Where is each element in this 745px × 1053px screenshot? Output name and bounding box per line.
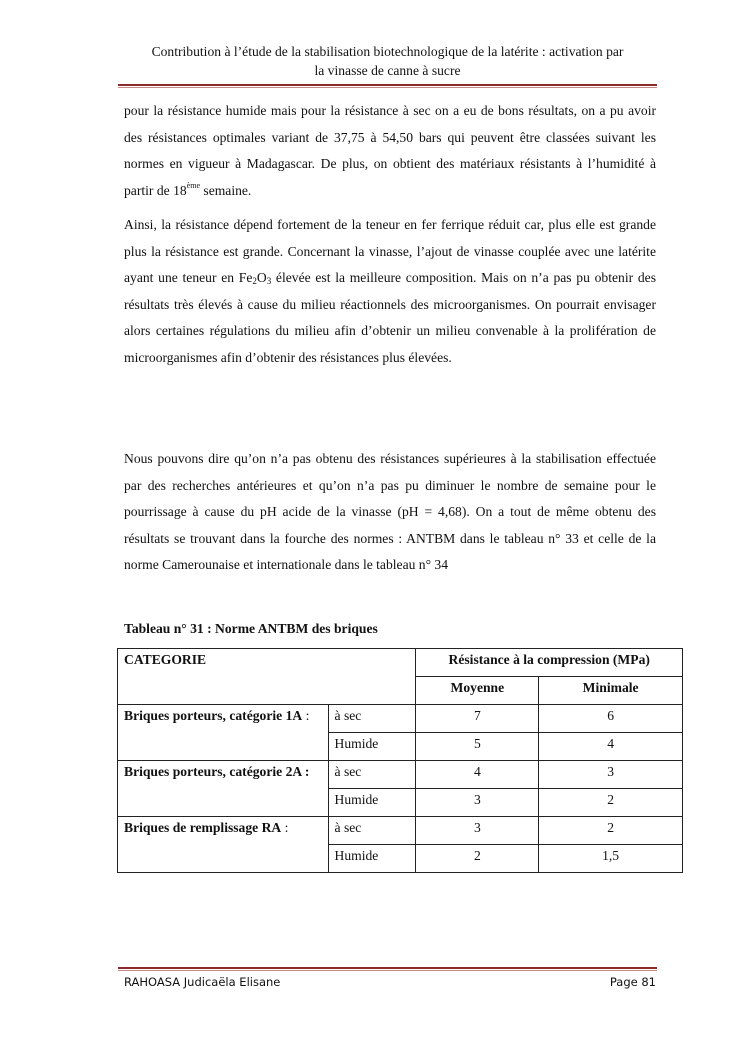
- table-row: [118, 761, 683, 789]
- value-moyenne: 7: [416, 705, 539, 733]
- paragraph-2-text: Ainsi, la résistance dépend fortement de la teneur en fer ferrique réduit car, plus elle est grande plus la résistance est grande. Concernant la vinasse, l’ajout de vinasse couplée avec une latérite ayant une teneur en Fe: [124, 217, 656, 285]
- header-rule: [118, 84, 657, 88]
- condition-dry: à sec: [328, 817, 416, 845]
- header-category: CATEGORIE: [118, 649, 416, 705]
- table-row: [118, 705, 683, 733]
- subscript-3: 3: [266, 276, 272, 286]
- table-row: [118, 817, 683, 845]
- paragraph-1-end: semaine.: [200, 182, 252, 198]
- paragraph-3: Nous pouvons dire qu’on n’a pas obtenu des résistances supérieures à la stabilisation effectuée par des recherches antérieures et qu’on n’a pas pu diminuer le nombre de semaine pour le pourrissage à cause du pH acide de la vinasse (pH = 4,68). On a tout de même obtenu des résultats se trouvant dans la fourche des normes : ANTBM dans le tableau n° 33 et celle de la norme Camerounaise et internationale dans le tableau n° 34: [124, 451, 656, 572]
- condition-wet: Humide: [328, 789, 416, 817]
- value-moyenne: 3: [416, 789, 539, 817]
- table-caption: Tableau n° 31 : Norme ANTBM des briques: [124, 621, 378, 636]
- paragraph-1-text: pour la résistance humide mais pour la résistance à sec on a eu de bons résultats, on a pu avoir des résistances optimales variant de 37,75 à 54,50 bars qui peuvent être classées suivant les normes en vigueur à Madagascar. De plus, on obtient des matériaux résistants à l’humidité à partir de 18: [124, 103, 656, 198]
- value-minimale: 3: [539, 761, 683, 789]
- value-minimale: 1,5: [539, 845, 683, 873]
- value-moyenne: 2: [416, 845, 539, 873]
- subscript-2: 2: [252, 276, 257, 286]
- category-label: Briques de remplissage RA: [124, 820, 282, 835]
- condition-dry: à sec: [328, 705, 416, 733]
- category-suffix: :: [281, 820, 289, 835]
- page-number: Page 81: [609, 975, 656, 989]
- page-header: [118, 42, 657, 80]
- condition-wet: Humide: [328, 733, 416, 761]
- category-cell: [118, 705, 329, 761]
- footer-author: RAHOASA Judicaëla Elisane: [124, 975, 281, 989]
- category-label: Briques porteurs, catégorie 1A: [124, 708, 303, 723]
- value-moyenne: 5: [416, 733, 539, 761]
- footer-rule: [118, 967, 657, 971]
- value-moyenne: 3: [416, 817, 539, 845]
- value-minimale: 2: [539, 817, 683, 845]
- page-footer: [124, 975, 656, 989]
- paragraph-1: [124, 98, 656, 204]
- category-cell: [118, 817, 329, 873]
- superscript-eme: ème: [186, 180, 200, 190]
- paragraph-2: [124, 212, 656, 371]
- value-minimale: 6: [539, 705, 683, 733]
- value-minimale: 4: [539, 733, 683, 761]
- header-moyenne: Moyenne: [416, 677, 539, 705]
- header-line-2: la vinasse de canne à sucre: [314, 63, 461, 78]
- header-resistance: Résistance à la compression (MPa): [416, 649, 683, 677]
- category-cell: [118, 761, 329, 817]
- header-line-1: Contribution à l’étude de la stabilisation biotechnologique de la latérite : activation par: [151, 44, 624, 59]
- category-suffix: :: [302, 708, 310, 723]
- oxygen-symbol: O: [256, 270, 267, 285]
- antbm-norm-table: [117, 648, 683, 873]
- condition-dry: à sec: [328, 761, 416, 789]
- condition-wet: Humide: [328, 845, 416, 873]
- paragraph-2-end: élevée est la meilleure composition. Mais on n’a pas pu obtenir des résultats très élevés à cause du milieu réactionnels des microorganismes. On pourrait envisager alors certaines régulations du milieu afin d’obtenir un milieu convenable à la prolifération de microorganismes afin d’obtenir des résistances plus élevées.: [124, 270, 656, 365]
- value-minimale: 2: [539, 789, 683, 817]
- category-label: Briques porteurs, catégorie 2A :: [124, 764, 310, 779]
- value-moyenne: 4: [416, 761, 539, 789]
- header-minimale: Minimale: [539, 677, 683, 705]
